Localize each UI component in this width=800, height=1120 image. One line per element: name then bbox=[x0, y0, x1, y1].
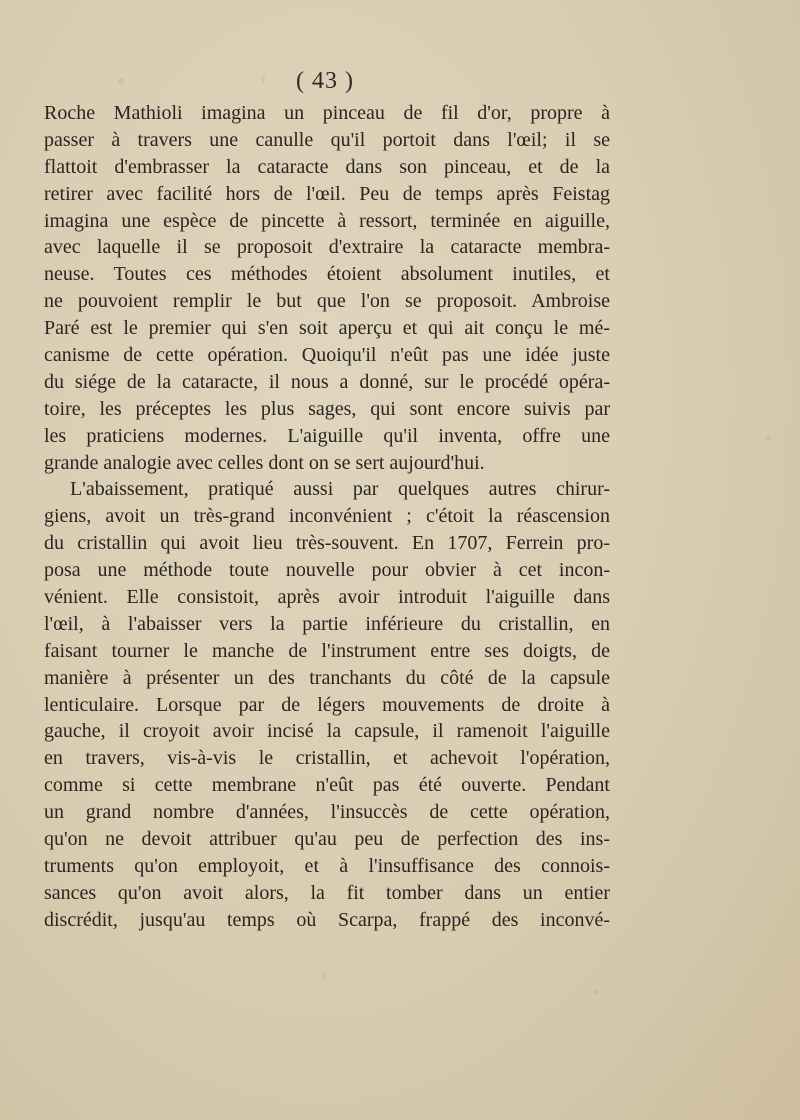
text-line: passer à travers une canulle qu'il portoit dans l'œil; il se bbox=[44, 128, 610, 151]
text-line: L'abaissement, pratiqué aussi par quelques autres chirur- bbox=[70, 478, 610, 501]
text-line: un grand nombre d'années, l'insuccès de cette opération, bbox=[44, 801, 610, 824]
text-line: lenticulaire. Lorsque par de légers mouvements de droite à bbox=[44, 693, 610, 716]
text-line: du cristallin qui avoit lieu très-souvent. En 1707, Ferrein pro- bbox=[44, 532, 610, 555]
text-line: comme si cette membrane n'eût pas été ouverte. Pendant bbox=[44, 774, 610, 797]
text-line: du siége de la cataracte, il nous a donné, sur le procédé opéra- bbox=[44, 370, 610, 393]
text-line: giens, avoit un très-grand inconvénient ; c'étoit la réascension bbox=[44, 505, 610, 528]
body-text bbox=[44, 100, 610, 934]
text-line: truments qu'on employoit, et à l'insuffisance des connois- bbox=[44, 854, 610, 877]
text-line: Roche Mathioli imagina un pinceau de fil d'or, propre à bbox=[44, 102, 610, 124]
text-line: posa une méthode toute nouvelle pour obvier à cet incon- bbox=[44, 559, 610, 582]
page-number: ( 43 ) bbox=[296, 68, 354, 94]
text-line: canisme de cette opération. Quoiqu'il n'eût pas une idée juste bbox=[44, 344, 610, 367]
text-line: sances qu'on avoit alors, la fit tomber dans un entier bbox=[44, 881, 610, 904]
text-line: vénient. Elle consistoit, après avoir introduit l'aiguille dans bbox=[44, 586, 610, 609]
text-line: imagina une espèce de pincette à ressort, terminée en aiguille, bbox=[44, 209, 610, 232]
text-line: les praticiens modernes. L'aiguille qu'il inventa, offre une bbox=[44, 424, 610, 447]
text-line: flattoit d'embrasser la cataracte dans son pinceau, et de la bbox=[44, 155, 610, 178]
text-line: faisant tourner le manche de l'instrument entre ses doigts, de bbox=[44, 639, 610, 662]
text-line: l'œil, à l'abaisser vers la partie inférieure du cristallin, en bbox=[44, 612, 610, 635]
text-line: neuse. Toutes ces méthodes étoient absolument inutiles, et bbox=[44, 263, 610, 286]
text-line: grande analogie avec celles dont on se sert aujourd'hui. bbox=[44, 451, 485, 474]
text-line: qu'on ne devoit attribuer qu'au peu de perfection des ins- bbox=[44, 828, 610, 851]
text-line: toire, les préceptes les plus sages, qui sont encore suivis par bbox=[44, 397, 610, 420]
text-line: manière à présenter un des tranchants du côté de la capsule bbox=[44, 666, 610, 689]
text-line: en travers, vis-à-vis le cristallin, et achevoit l'opération, bbox=[44, 747, 610, 770]
text-line: avec laquelle il se proposoit d'extraire la cataracte membra- bbox=[44, 236, 610, 259]
text-line: retirer avec facilité hors de l'œil. Peu de temps après Feistag bbox=[44, 182, 610, 205]
text-line: gauche, il croyoit avoir incisé la capsule, il ramenoit l'aiguille bbox=[44, 720, 610, 743]
text-line: discrédit, jusqu'au temps où Scarpa, frappé des inconvé- bbox=[44, 908, 610, 931]
text-line: ne pouvoient remplir le but que l'on se proposoit. Ambroise bbox=[44, 290, 610, 313]
text-line: Paré est le premier qui s'en soit aperçu et qui ait conçu le mé- bbox=[44, 317, 610, 340]
